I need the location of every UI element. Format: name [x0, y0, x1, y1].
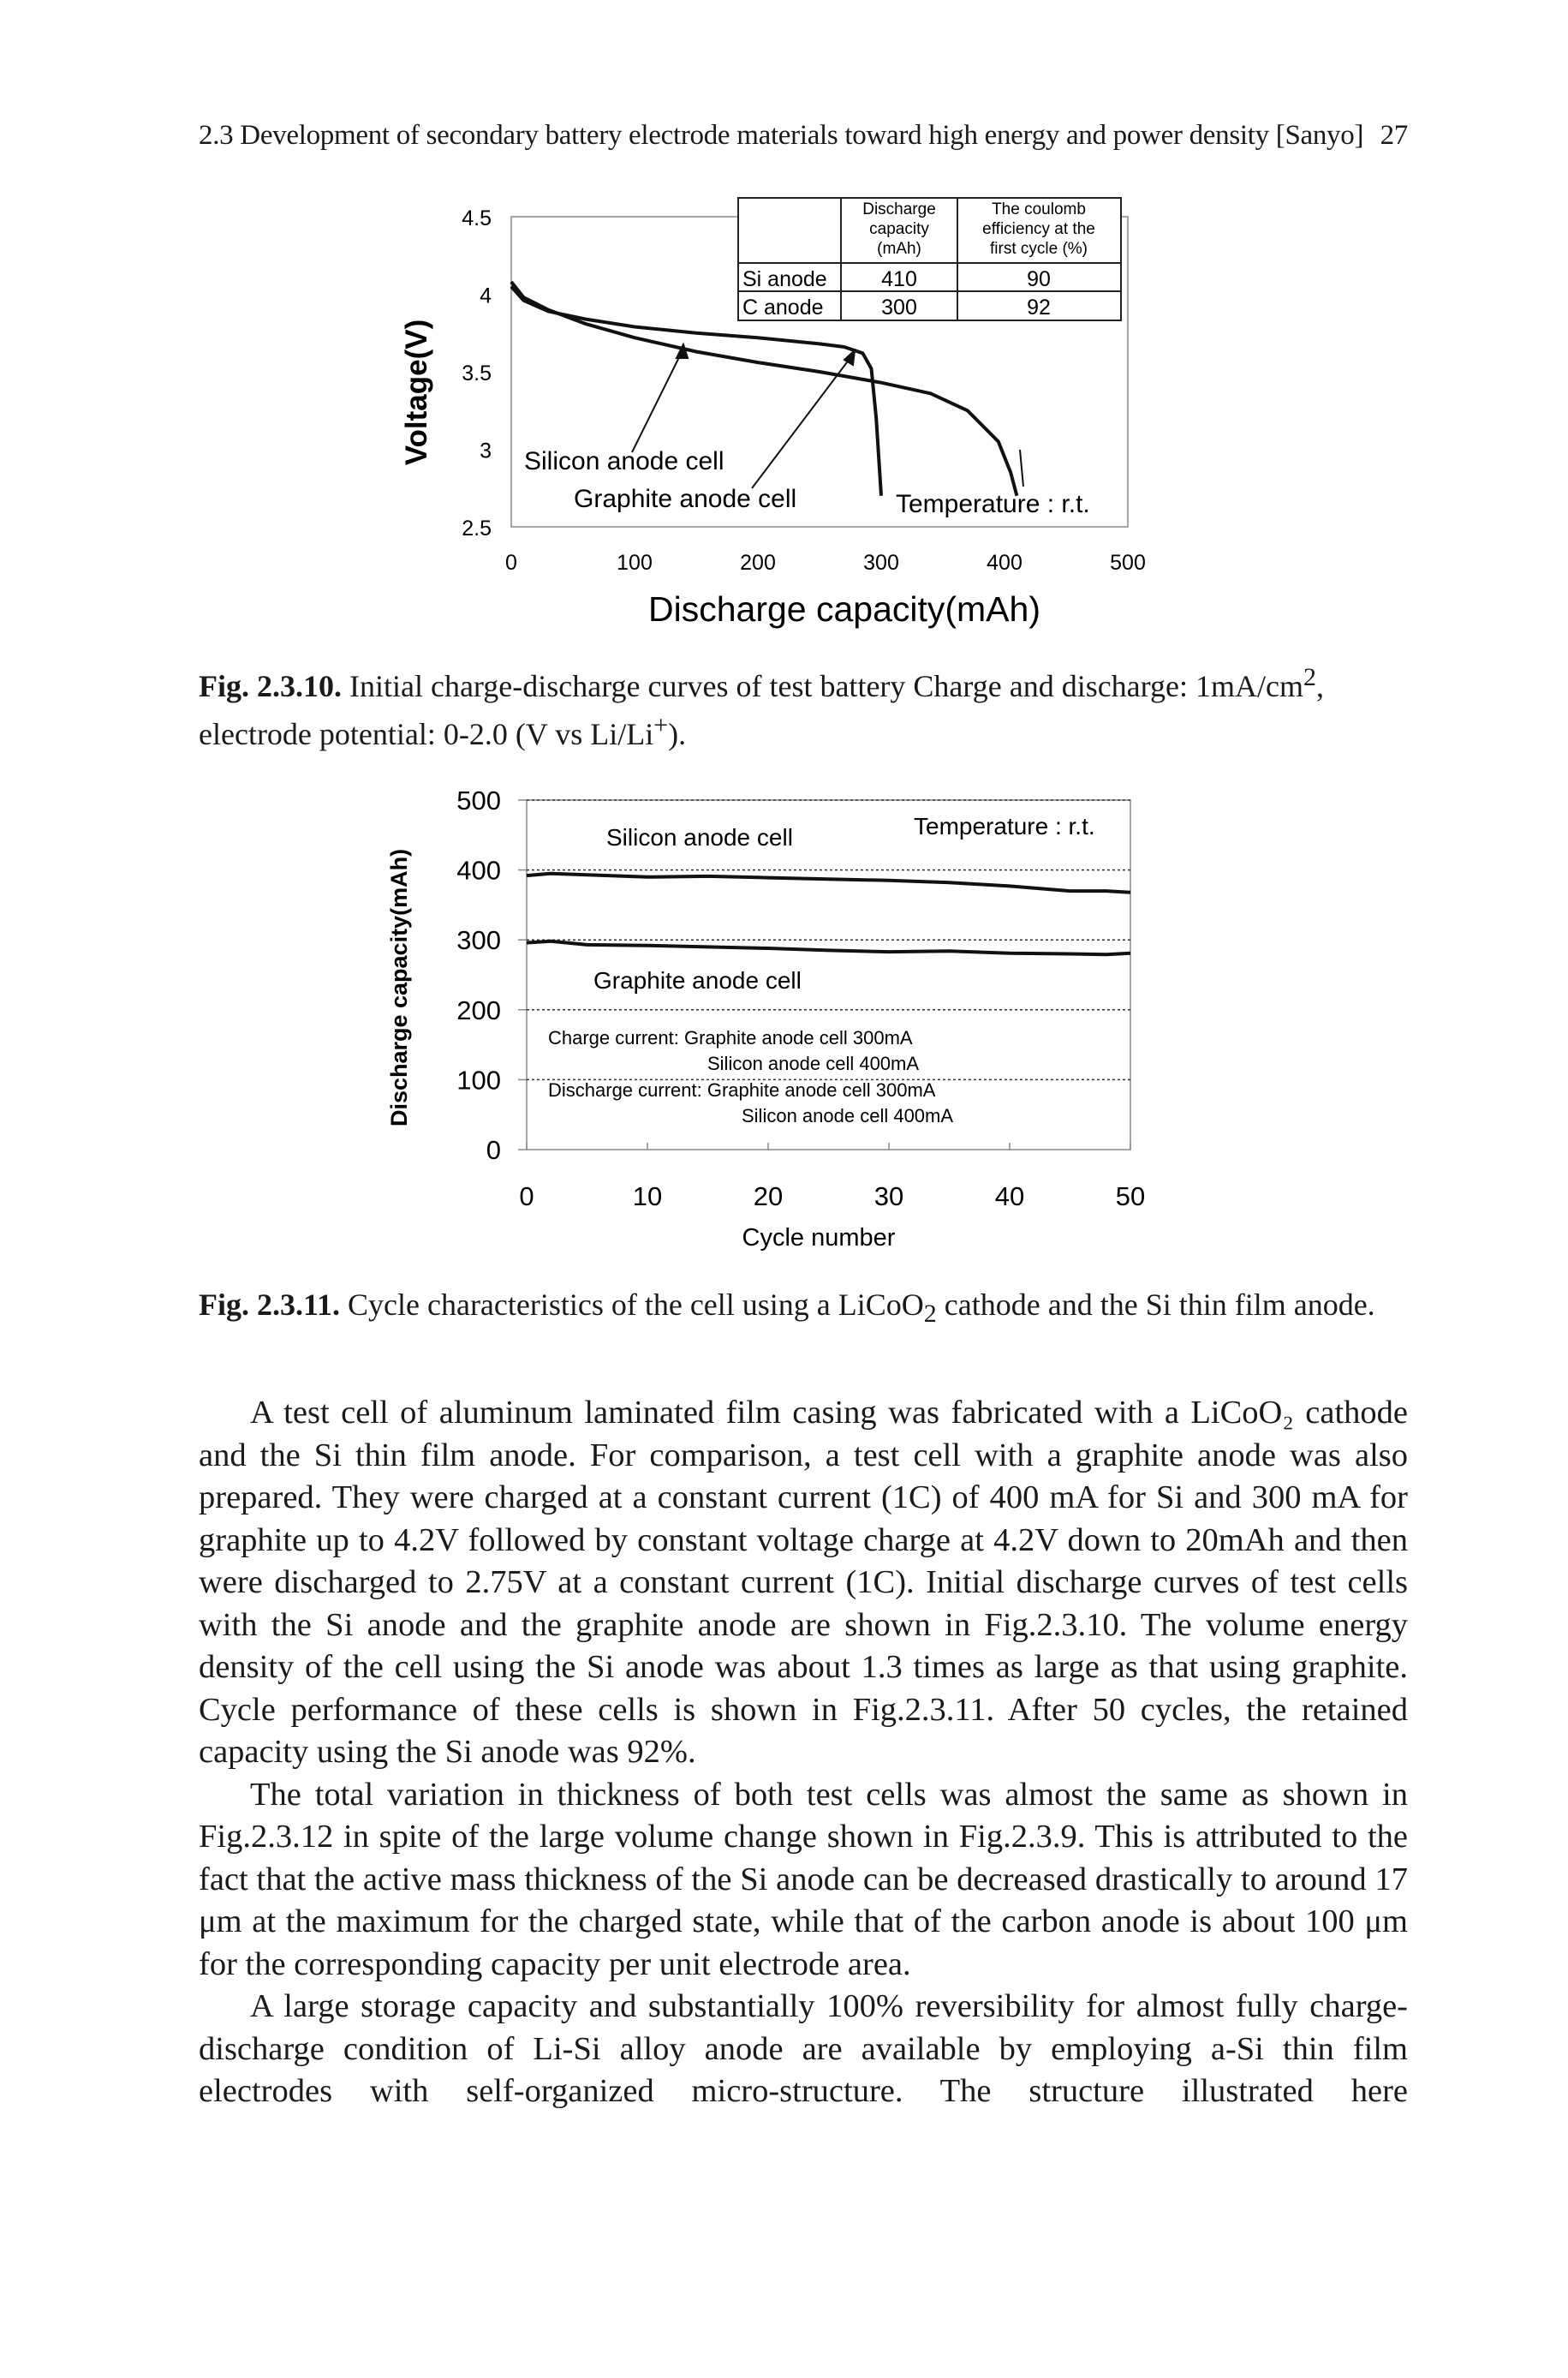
fig2-x-tick-label: 20	[753, 1181, 784, 1211]
figure1-caption-text: Initial charge-discharge curves of test battery Charge and discharge: 1mA/cm	[349, 669, 1303, 703]
figure2-caption-text2: cathode and the Si thin film anode.	[936, 1288, 1375, 1322]
fig2-y-tick-label: 200	[456, 995, 501, 1025]
fig1-table-header-efficiency: The coulomb efficiency at the first cycle (%)	[982, 200, 1095, 258]
fig1-label-temperature: Temperature : r.t.	[896, 490, 1090, 518]
running-header	[199, 120, 1415, 152]
fig1-label-silicon: Silicon anode cell	[524, 447, 724, 475]
fig2-y-tick-label: 400	[456, 855, 501, 886]
figure1-caption-label: Fig. 2.3.10.	[199, 669, 342, 703]
figure2-caption-text: Cycle characteristics of the cell using a LiCoO	[348, 1288, 924, 1322]
fig2-label-graphite: Graphite anode cell	[593, 967, 802, 994]
fig1-table-capacity: 300	[881, 296, 917, 320]
fig2-series-line-graphite	[527, 941, 1130, 955]
fig1-table-efficiency: 92	[1027, 296, 1051, 320]
fig2-x-tick-label: 0	[519, 1181, 534, 1211]
figure1-caption-sup2: +	[653, 711, 669, 740]
fig1-label-graphite: Graphite anode cell	[574, 485, 797, 513]
fig1-y-tick-label: 4.5	[462, 206, 492, 230]
fig1-y-tick-label: 4	[480, 284, 492, 308]
figure-cycle-characteristics	[0, 771, 1568, 1268]
fig2-x-tick-label: 50	[1115, 1181, 1146, 1211]
fig1-y-tick-label: 3.5	[462, 361, 492, 385]
fig2-x-tick-label: 40	[994, 1181, 1025, 1211]
fig1-x-tick-label: 100	[617, 551, 653, 575]
fig2-y-tick-label: 100	[456, 1065, 501, 1096]
fig2-label-temperature: Temperature : r.t.	[914, 813, 1095, 839]
page-number: 27	[1380, 120, 1408, 151]
body-paragraph-3: A large storage capacity and substantially 100% reversibility for almost fully charge-discharge condition of Li-Si alloy anode are available by employing a-Si thin film electrodes with self-organized micro-structure. The structure illustrated here	[199, 1988, 1408, 2109]
fig1-table-header-discharge: Discharge capacity (mAh)	[862, 200, 936, 258]
fig2-y-tick-label: 0	[486, 1135, 501, 1165]
figure1-caption-sup: 2	[1303, 663, 1316, 691]
fig2-label-charge2: Silicon anode cell 400mA	[707, 1053, 920, 1074]
fig1-table	[738, 198, 1121, 320]
fig2-x-tick-label: 30	[873, 1181, 904, 1211]
figure2-caption	[199, 1283, 1406, 1332]
figure2-caption-label: Fig. 2.3.11.	[199, 1288, 341, 1322]
fig1-x-tick-label: 0	[505, 551, 517, 575]
fig1-x-tick-label: 300	[863, 551, 899, 575]
fig1-table-row-label: Si anode	[742, 267, 827, 291]
fig1-y-axis-label: Voltage(V)	[400, 319, 433, 466]
running-title: 2.3 Development of secondary battery electrode materials toward high energy and power density [Sanyo]	[199, 120, 1364, 151]
fig1-x-tick-label: 500	[1110, 551, 1146, 575]
fig1-x-axis-label: Discharge capacity(mAh)	[648, 589, 1040, 629]
body-paragraph-1: A test cell of aluminum laminated film casing was fabricated with a LiCoO₂ cathode and the Si thin film anode. For comparison, a test cell with a graphite anode was also prepared. They were charged at a constant current (1C) of 400 mA for Si and 300 mA for graphite up to 4.2V followed by constant voltage charge at 4.2V down to 20mAh and then were discharged to 2.75V at a constant current (1C). Initial discharge curves of test cells with the Si anode and the graphite anode are shown in Fig.2.3.10. The volume energy density of the cell using the Si anode was about 1.3 times as large as that using graphite. Cycle performance of these cells is shown in Fig.2.3.11. After 50 cycles, the retained capacity using the Si anode was 92%.	[199, 1395, 1408, 1770]
figure1-caption	[199, 660, 1406, 756]
fig2-label-silicon: Silicon anode cell	[606, 824, 793, 851]
fig2-x-axis-label: Cycle number	[742, 1224, 896, 1252]
fig2-y-tick-label: 500	[456, 786, 501, 816]
fig1-table-capacity: 410	[881, 267, 917, 291]
fig2-label-discharge2: Silicon anode cell 400mA	[742, 1105, 954, 1126]
fig2-label-discharge1: Discharge current: Graphite anode cell 300mA	[548, 1079, 936, 1101]
fig2-y-axis-label: Discharge capacity(mAh)	[386, 848, 412, 1127]
figure1-caption-text2: , electrode potential: 0-2.0 (V vs Li/Li	[199, 669, 1324, 752]
fig1-x-tick-label: 400	[987, 551, 1022, 575]
body-paragraph-2: The total variation in thickness of both test cells was almost the same as shown in Fig.2.3.12 in spite of the large volume change shown in Fig.2.3.9. This is attributed to the fact that the active mass thickness of the Si anode can be decreased drastically to around 17 μm at the maximum for the charged state, while that of the carbon anode is about 100 μm for the corresponding capacity per unit electrode area.	[199, 1776, 1408, 1982]
fig2-label-charge1: Charge current: Graphite anode cell 300mA	[548, 1027, 913, 1049]
figure-discharge-curves	[0, 188, 1568, 651]
figure2-caption-sub: 2	[923, 1300, 937, 1329]
fig1-y-tick-label: 2.5	[462, 517, 492, 541]
fig1-x-tick-label: 200	[740, 551, 776, 575]
fig2-y-tick-label: 300	[456, 925, 501, 956]
fig2-series-line-silicon	[527, 874, 1130, 893]
fig1-y-tick-label: 3	[480, 439, 492, 463]
fig1-table-efficiency: 90	[1027, 267, 1051, 291]
body-text	[199, 1392, 1408, 2113]
fig1-table-row-label: C anode	[742, 296, 824, 320]
fig2-x-tick-label: 10	[632, 1181, 663, 1211]
figure1-caption-text3: ).	[668, 717, 687, 752]
